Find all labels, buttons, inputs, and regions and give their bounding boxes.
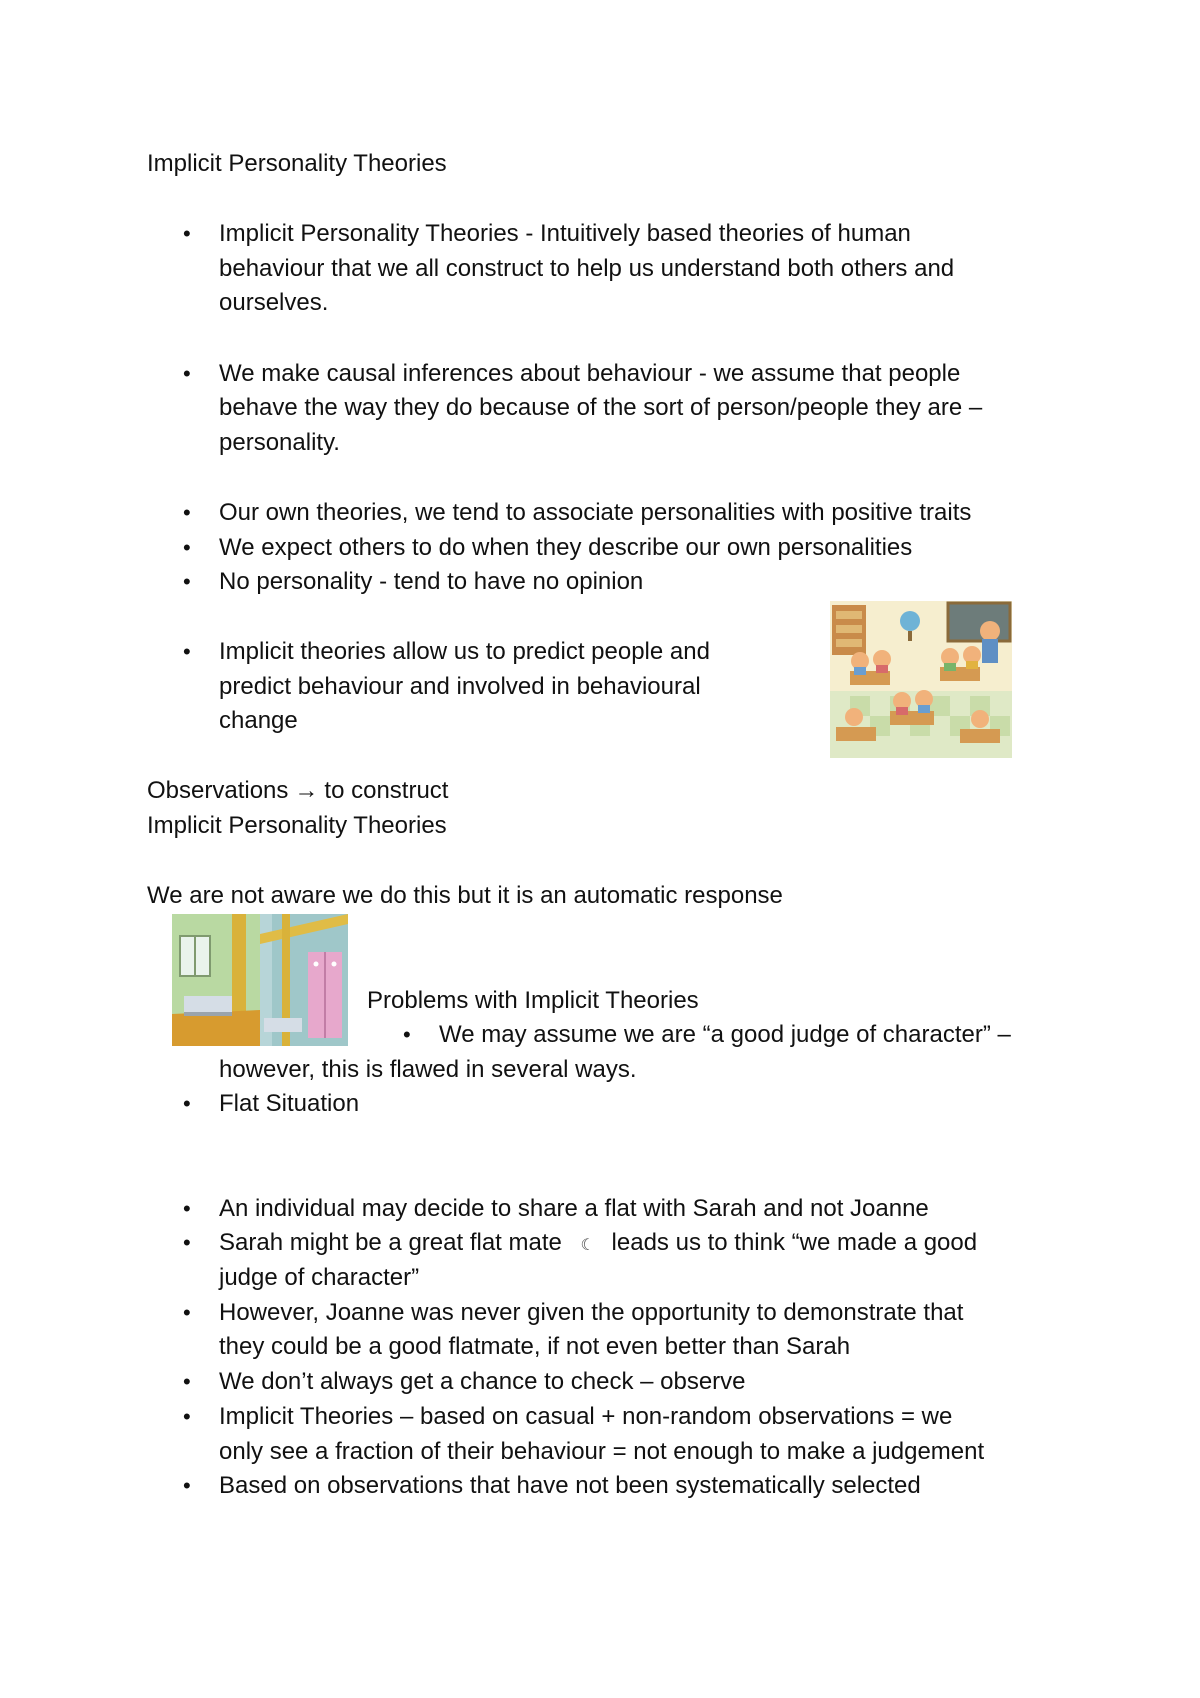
awareness-text: We are not aware we do this but it is an automatic response — [147, 882, 783, 909]
list-item-line: Implicit Theories – based on casual + non-random observations = we — [219, 1403, 953, 1430]
classroom-illustration-image — [830, 601, 1012, 758]
list-item-text: leads us to think “we made a good — [611, 1229, 978, 1256]
list-item-line: predict behaviour and involved in behavioural — [219, 673, 701, 700]
list-item-line: We don’t always get a chance to check – observe — [219, 1368, 746, 1395]
list-item-line: they could be a good flatmate, if not even better than Sarah — [219, 1333, 851, 1360]
list-item-line: We make causal inferences about behaviour - we assume that people — [219, 360, 961, 387]
list-item-line: We expect others to do when they describe our own personalities — [219, 534, 913, 561]
list-item-line: We may assume we are “a good judge of character” – — [439, 1021, 1011, 1048]
list-item-line: ourselves. — [219, 289, 329, 316]
list-item-line: Our own theories, we tend to associate personalities with positive traits — [219, 499, 972, 526]
page-title: Implicit Personality Theories — [147, 150, 447, 177]
list-item-line: However, Joanne was never given the opportunity to demonstrate that — [219, 1299, 964, 1326]
bullet-glyph: • — [183, 500, 191, 525]
bullet-glyph: • — [183, 1196, 191, 1221]
bullet-glyph: • — [183, 221, 191, 246]
list-item-text: Sarah might be a great flat mate — [219, 1229, 562, 1256]
problems-title: Problems with Implicit Theories — [367, 987, 699, 1014]
list-item-line: judge of character” — [219, 1264, 420, 1291]
right-arrow-icon: → — [294, 777, 319, 804]
list-item-line: An individual may decide to share a flat with Sarah and not Joanne — [219, 1195, 929, 1222]
moon-symbol-icon: ☾ — [580, 1237, 595, 1254]
list-item-line: behave the way they do because of the sort of person/people they are – — [219, 394, 983, 421]
list-item-line: only see a fraction of their behaviour = not enough to make a judgement — [219, 1438, 985, 1465]
bullet-glyph: • — [183, 1369, 191, 1394]
bullet-glyph: • — [183, 569, 191, 594]
observations-label: Observations — [147, 777, 289, 804]
list-item-line: Implicit Personality Theories - Intuitively based theories of human — [219, 220, 911, 247]
observations-target: to construct — [324, 777, 449, 804]
flat-situation-item: Flat Situation — [219, 1090, 360, 1117]
list-item-line: personality. — [219, 429, 340, 456]
list-item-line: however, this is flawed in several ways. — [219, 1056, 637, 1083]
flat-room-photo-image — [172, 914, 348, 1046]
bullet-glyph: • — [183, 1091, 191, 1116]
observations-line — [147, 774, 448, 808]
bullet-glyph: • — [183, 639, 191, 664]
list-item-line: behaviour that we all construct to help us understand both others and — [219, 255, 955, 282]
bullet-glyph: • — [183, 1404, 191, 1429]
observations-line-2: Implicit Personality Theories — [147, 812, 447, 839]
list-item-line — [219, 1226, 977, 1263]
bullet-glyph: • — [183, 361, 191, 386]
list-item-line: change — [219, 707, 298, 734]
bullet-glyph: • — [403, 1022, 411, 1047]
list-item-line: Based on observations that have not been systematically selected — [219, 1472, 921, 1499]
bullet-glyph: • — [183, 1230, 191, 1255]
list-item-line: No personality - tend to have no opinion — [219, 568, 644, 595]
list-item-line: Implicit theories allow us to predict people and — [219, 638, 710, 665]
bullet-glyph: • — [183, 1473, 191, 1498]
bullet-glyph: • — [183, 535, 191, 560]
bullet-glyph: • — [183, 1300, 191, 1325]
